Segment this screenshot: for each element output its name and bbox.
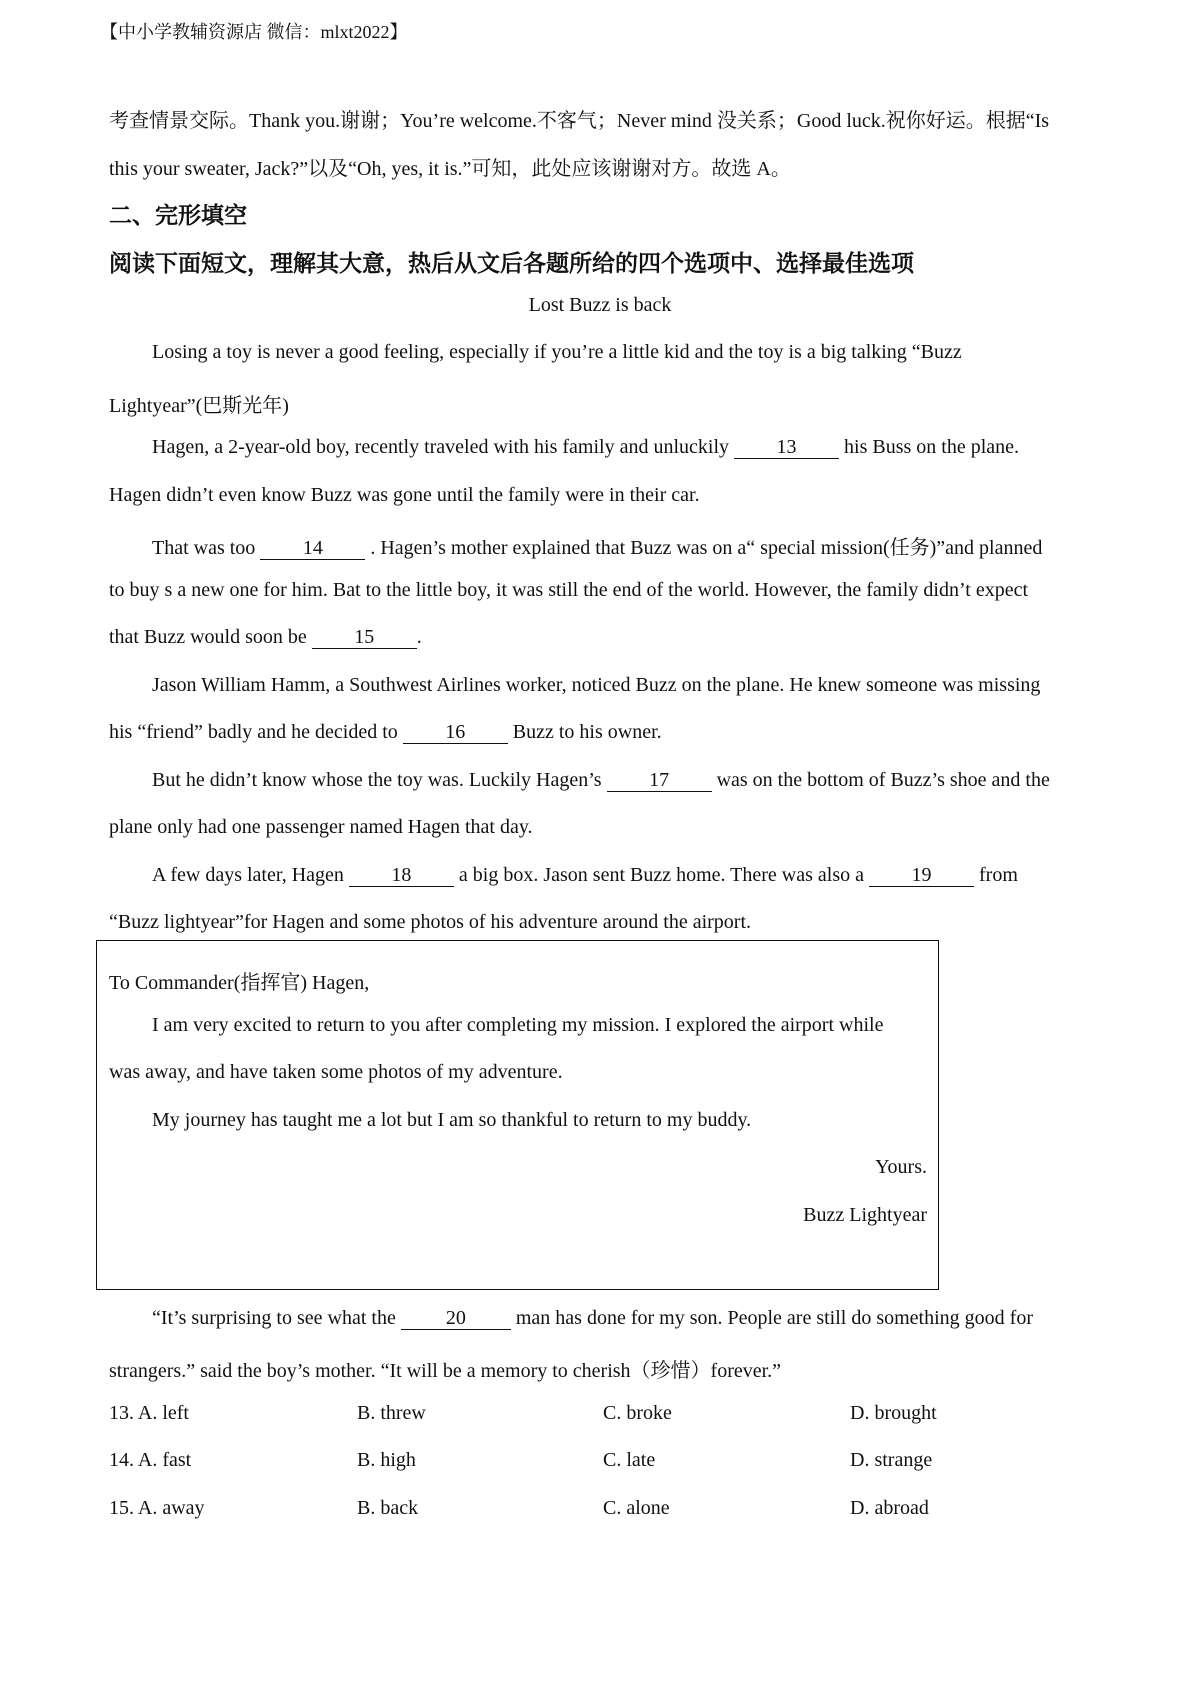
passage-p2-line-2: Hagen didn’t even know Buzz was gone until the family were in their car. xyxy=(109,484,700,506)
text-segment: A few days later, Hagen xyxy=(152,864,349,886)
explanation-line-1: 考查情景交际。Thank you.谢谢；You’re welcome.不客气；Never mind 没关系；Good luck.祝你好运。根据“Is xyxy=(109,110,1050,132)
section-heading: 二、完形填空 xyxy=(109,203,247,229)
question-15-option-d: D. abroad xyxy=(850,1497,929,1519)
passage-p3-line-3 xyxy=(109,626,422,649)
passage-title: Lost Buzz is back xyxy=(528,294,672,316)
explanation-line-2: this your sweater, Jack?”以及“Oh, yes, it is.”可知，此处应该谢谢对方。故选 A。 xyxy=(109,158,791,180)
question-13-option-a: 13. A. left xyxy=(109,1402,189,1424)
passage-p1-line-1: Losing a toy is never a good feeling, especially if you’re a little kid and the toy is a big talking “Buzz xyxy=(152,341,962,363)
question-14-option-d: D. strange xyxy=(850,1449,933,1471)
text-segment: But he didn’t know whose the toy was. Luckily Hagen’s xyxy=(152,769,607,791)
passage-p4-line-1: Jason William Hamm, a Southwest Airlines worker, noticed Buzz on the plane. He knew someone was missing xyxy=(152,674,1041,696)
passage-p4-line-2 xyxy=(109,721,662,744)
letter-closing: Yours. xyxy=(875,1156,927,1178)
passage-p7-line-1 xyxy=(152,1307,1033,1330)
letter-line-3: My journey has taught me a lot but I am so thankful to return to my buddy. xyxy=(152,1109,752,1131)
passage-p6-line-1 xyxy=(152,864,1018,887)
question-13-option-b: B. threw xyxy=(357,1402,426,1424)
letter-line-1: I am very excited to return to you after completing my mission. I explored the airport while xyxy=(152,1014,884,1036)
question-13-option-d: D. brought xyxy=(850,1402,937,1424)
text-segment: that Buzz would soon be xyxy=(109,626,312,648)
passage-p5-line-1 xyxy=(152,769,1050,792)
question-15-option-c: C. alone xyxy=(603,1497,670,1519)
text-segment: . xyxy=(416,626,422,648)
text-segment: That was too xyxy=(152,537,261,559)
passage-p2-line-1 xyxy=(152,436,1019,459)
text-segment: was on the bottom of Buzz’s shoe and the xyxy=(711,769,1050,791)
passage-p3-line-1 xyxy=(152,531,1042,560)
question-14-option-b: B. high xyxy=(357,1449,416,1471)
text-segment: Hagen, a 2-year-old boy, recently traveled with his family and unluckily xyxy=(152,436,735,458)
text-segment: his Buss on the plane. xyxy=(839,436,1020,458)
question-15-option-b: B. back xyxy=(357,1497,419,1519)
question-13-option-c: C. broke xyxy=(603,1402,672,1424)
blank-20: 20 xyxy=(401,1308,511,1330)
letter-signature: Buzz Lightyear xyxy=(803,1204,927,1226)
passage-p5-line-2: plane only had one passenger named Hagen that day. xyxy=(109,816,533,838)
blank-19: 19 xyxy=(869,865,974,887)
page-header: 【中小学教辅资源店 微信：mlxt2022】 xyxy=(100,22,408,42)
blank-18: 18 xyxy=(349,865,454,887)
passage-p1-line-2: Lightyear”(巴斯光年) xyxy=(109,395,289,417)
letter-line-2: was away, and have taken some photos of my adventure. xyxy=(109,1061,563,1083)
question-15-option-a: 15. A. away xyxy=(109,1497,205,1519)
passage-p3-line-2: to buy s a new one for him. Bat to the little boy, it was still the end of the world. However, the family didn’t expect xyxy=(109,579,1029,601)
section-instruction: 阅读下面短文，理解其大意，热后从文后各题所给的四个选项中、选择最佳选项 xyxy=(109,251,914,277)
text-segment: his “friend” badly and he decided to xyxy=(109,721,403,743)
text-segment: from xyxy=(974,864,1018,886)
text-segment: man has done for my son. People are still do something good for xyxy=(510,1307,1033,1329)
text-segment: Buzz to his owner. xyxy=(507,721,662,743)
question-14-option-a: 14. A. fast xyxy=(109,1449,192,1471)
blank-13: 13 xyxy=(734,437,839,459)
blank-15: 15 xyxy=(312,627,417,649)
question-14-option-c: C. late xyxy=(603,1449,656,1471)
passage-p7-line-2: strangers.” said the boy’s mother. “It will be a memory to cherish（珍惜）forever.” xyxy=(109,1360,782,1382)
text-segment: . Hagen’s mother explained that Buzz was on a“ special mission(任务)”and planned xyxy=(365,537,1043,559)
blank-17: 17 xyxy=(607,770,712,792)
blank-16: 16 xyxy=(403,722,508,744)
passage-p6-line-2: “Buzz lightyear”for Hagen and some photos of his adventure around the airport. xyxy=(109,911,752,933)
text-segment: “It’s surprising to see what the xyxy=(152,1307,401,1329)
blank-14: 14 xyxy=(260,538,365,560)
letter-salutation: To Commander(指挥官) Hagen, xyxy=(109,972,370,994)
text-segment: a big box. Jason sent Buzz home. There was also a xyxy=(453,864,869,886)
